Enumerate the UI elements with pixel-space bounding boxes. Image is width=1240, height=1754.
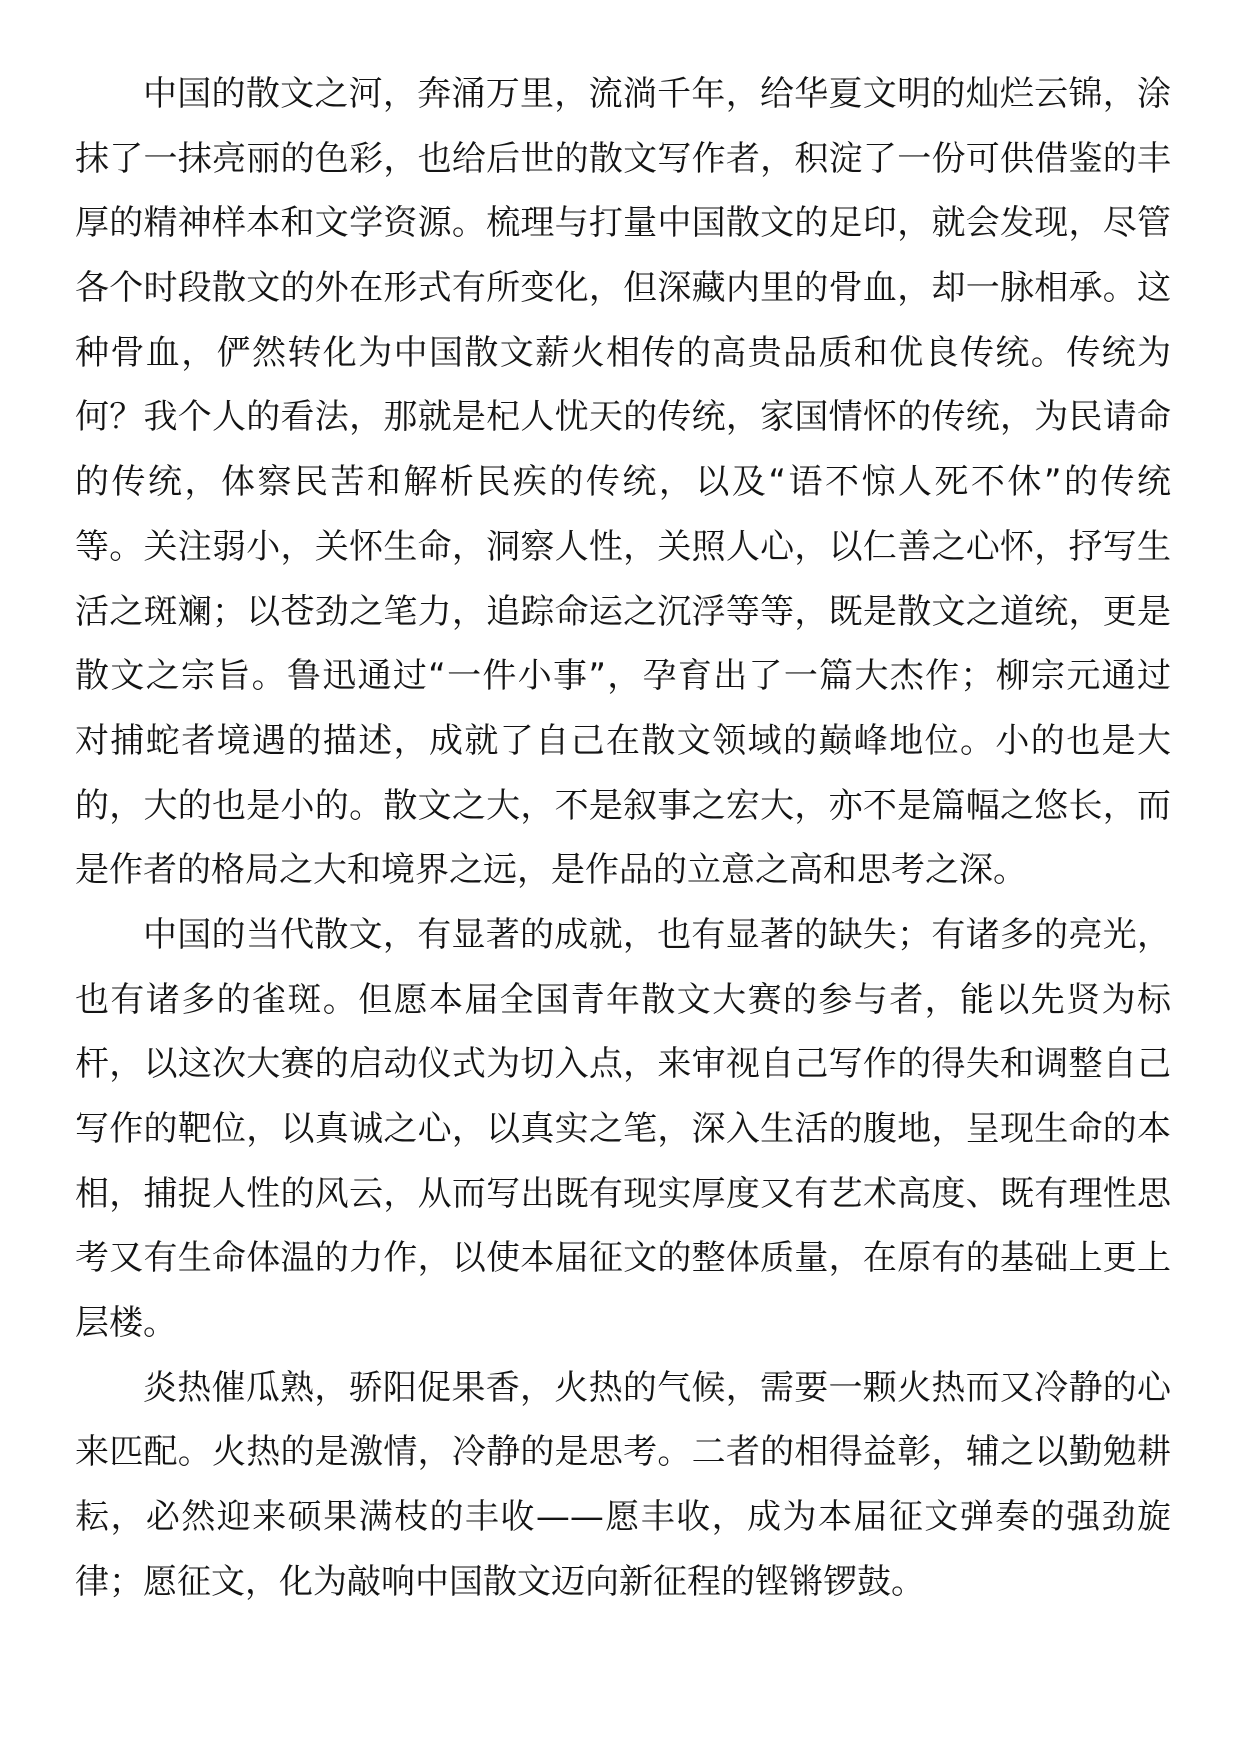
paragraph-2 [75, 903, 1171, 1356]
text-line: 中国的当代散文，有显著的成就，也有显著的缺失；有诸多的亮光， [143, 914, 1171, 955]
text-line: 散文之宗旨。鲁迅通过“一件小事”，孕育出了一篇大杰作；柳宗元通过 [75, 656, 1171, 697]
text-line: 也有诸多的雀斑。但愿本届全国青年散文大赛的参与者，能以先贤为标 [75, 979, 1171, 1020]
text-line: 写作的靶位，以真诚之心，以真实之笔，深入生活的腹地，呈现生命的本 [75, 1109, 1171, 1149]
text-line: 等。关注弱小，关怀生命，洞察人性，关照人心，以仁善之心怀，抒写生 [75, 526, 1171, 567]
text-line: 层楼。 [75, 1303, 177, 1344]
text-line: 相，捕捉人性的风云，从而写出既有现实厚度又有艺术高度、既有理性思 [75, 1173, 1171, 1214]
text-line: 厚的精神样本和文学资源。梳理与打量中国散文的足印，就会发现，尽管 [75, 203, 1171, 244]
text-line: 何？我个人的看法，那就是杞人忧天的传统，家国情怀的传统，为民请命 [75, 397, 1171, 438]
text-line: 的，大的也是小的。散文之大，不是叙事之宏大，亦不是篇幅之悠长，而 [75, 785, 1171, 826]
text-line: 律；愿征文，化为敲响中国散文迈向新征程的铿锵锣鼓。 [75, 1561, 925, 1602]
paragraph-1 [75, 62, 1171, 903]
text-line: 来匹配。火热的是激情，冷静的是思考。二者的相得益彰，辅之以勤勉耕 [75, 1432, 1171, 1473]
text-line: 抹了一抹亮丽的色彩，也给后世的散文写作者，积淀了一份可供借鉴的丰 [75, 138, 1171, 179]
text-line: 各个时段散文的外在形式有所变化，但深藏内里的骨血，却一脉相承。这 [75, 268, 1171, 309]
text-line: 杆，以这次大赛的启动仪式为切入点，来审视自己写作的得失和调整自己 [75, 1044, 1171, 1085]
text-line: 种骨血，俨然转化为中国散文薪火相传的高贵品质和优良传统。传统为 [75, 332, 1171, 373]
text-line: 活之斑斓；以苍劲之笔力，追踪命运之沉浮等等，既是散文之道统，更是 [75, 591, 1171, 632]
text-line: 是作者的格局之大和境界之远，是作品的立意之高和思考之深。 [75, 850, 1027, 891]
text-line: 对捕蛇者境遇的描述，成就了自己在散文领域的巅峰地位。小的也是大 [75, 720, 1171, 761]
document-body [75, 62, 1171, 1615]
paragraph-3 [75, 1356, 1171, 1615]
text-line: 的传统，体察民苦和解析民疾的传统，以及“语不惊人死不休”的传统 [75, 462, 1171, 503]
text-line: 炎热催瓜熟，骄阳促果香，火热的气候，需要一颗火热而又冷静的心 [143, 1367, 1171, 1408]
text-line: 考又有生命体温的力作，以使本届征文的整体质量，在原有的基础上更上 [75, 1238, 1171, 1279]
text-line: 中国的散文之河，奔涌万里，流淌千年，给华夏文明的灿烂云锦，涂 [143, 74, 1171, 114]
text-line: 耘，必然迎来硕果满枝的丰收——愿丰收，成为本届征文弹奏的强劲旋 [75, 1497, 1171, 1538]
